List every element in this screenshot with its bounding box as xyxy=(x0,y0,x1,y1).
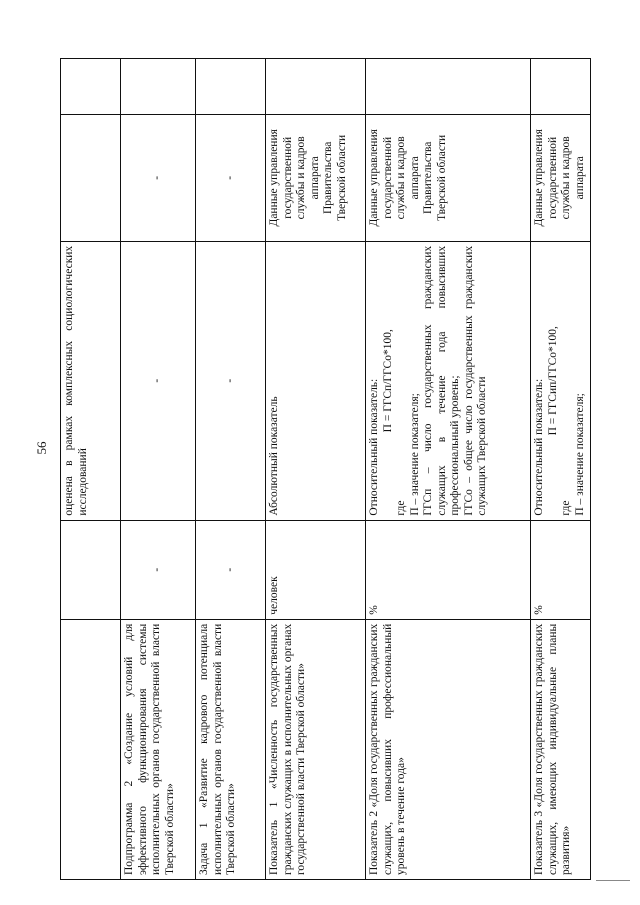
source-line: Данные управления xyxy=(533,129,545,227)
indicator-name-cell: Показатель 2 «Доля государственных гражданских служащих, повысивших профессиональный уровень в течение года» xyxy=(366,619,531,879)
source-line: службы и кадров xyxy=(295,136,307,220)
indicator-name-cell xyxy=(61,619,121,879)
source-line: аппарата xyxy=(408,156,421,200)
empty-cell xyxy=(531,59,591,115)
method-line: ГГСо – общее число государственных гражданских служащих Тверской области xyxy=(462,245,488,516)
method-cell xyxy=(61,241,121,520)
source-line: Данные управления xyxy=(368,129,380,227)
method-line: Относительный показатель: xyxy=(368,378,380,516)
source-line: Правительства xyxy=(422,141,434,214)
source-line: Тверской области xyxy=(435,134,448,221)
method-line: Относительный показатель: xyxy=(533,378,545,516)
empty-cell xyxy=(366,59,531,115)
method-cell xyxy=(366,241,531,520)
source-cell xyxy=(366,114,531,241)
scan-mark xyxy=(596,880,630,881)
formula: П = ГГСп/ГГСо*100, xyxy=(381,329,394,433)
formula: П = ГГСип/ГГСо*100, xyxy=(546,326,559,436)
source-line: аппарата xyxy=(573,156,586,200)
table-row xyxy=(531,59,591,880)
source-cell xyxy=(61,114,121,241)
source-line: службы и кадров xyxy=(560,136,572,220)
table-container xyxy=(60,58,590,880)
page-number: 56 xyxy=(34,441,49,455)
source-line: государственной xyxy=(546,136,559,219)
source-line: государственной xyxy=(381,136,394,219)
source-line: службы и кадров xyxy=(395,136,407,220)
unit-cell: % xyxy=(366,520,531,619)
method-line: где xyxy=(395,500,407,516)
unit-cell xyxy=(61,520,121,619)
method-cell: - xyxy=(121,241,196,520)
empty-cell xyxy=(196,59,266,115)
table-row xyxy=(366,59,531,880)
method-line: оценена в рамках комплексных социологических исследований xyxy=(63,245,89,516)
method-line: ГГСп – число государственных гражданских служащих в течение года повысивших профессиональный уровень; xyxy=(422,245,461,516)
source-line: Данные управления xyxy=(268,129,280,227)
source-line: государственной xyxy=(281,136,294,219)
unit-cell: - xyxy=(121,520,196,619)
unit-cell: человек xyxy=(266,520,366,619)
method-cell xyxy=(266,241,366,520)
source-cell: - xyxy=(121,114,196,241)
method-line: П – значение показателя; xyxy=(573,393,586,516)
method-line: где xyxy=(560,500,572,516)
indicator-name-cell: Задача 1 «Развитие кадрового потенциала исполнительных органов государственной власти Тверской области» xyxy=(196,619,266,879)
table-row xyxy=(121,59,196,880)
source-line: Тверской области xyxy=(335,134,348,221)
source-cell xyxy=(266,114,366,241)
source-line: Правительства xyxy=(322,141,334,214)
indicator-name-cell: Подпрограмма 2 «Создание условий для эффективного функционирования системы исполнительных органов государственной власти Тверской области» xyxy=(121,619,196,879)
unit-cell: % xyxy=(531,520,591,619)
source-line: аппарата xyxy=(308,156,321,200)
indicator-name-cell: Показатель 3 «Доля государственных гражданских служащих, имеющих индивидуальные планы развития» xyxy=(531,619,591,879)
indicator-name-cell: Показатель 1 «Численность государственных гражданских служащих в исполнительных органах государственной власти Тверской области» xyxy=(266,619,366,879)
method-line: Абсолютный показатель xyxy=(268,396,280,516)
indicators-table xyxy=(60,58,591,880)
method-cell: - xyxy=(196,241,266,520)
method-cell xyxy=(531,241,591,520)
empty-cell xyxy=(121,59,196,115)
empty-cell xyxy=(61,59,121,115)
empty-cell xyxy=(266,59,366,115)
source-cell xyxy=(531,114,591,241)
table-row xyxy=(196,59,266,880)
method-line: П – значение показателя; xyxy=(408,393,421,516)
source-cell: - xyxy=(196,114,266,241)
table-row xyxy=(266,59,366,880)
table-row xyxy=(61,59,121,880)
unit-cell: - xyxy=(196,520,266,619)
